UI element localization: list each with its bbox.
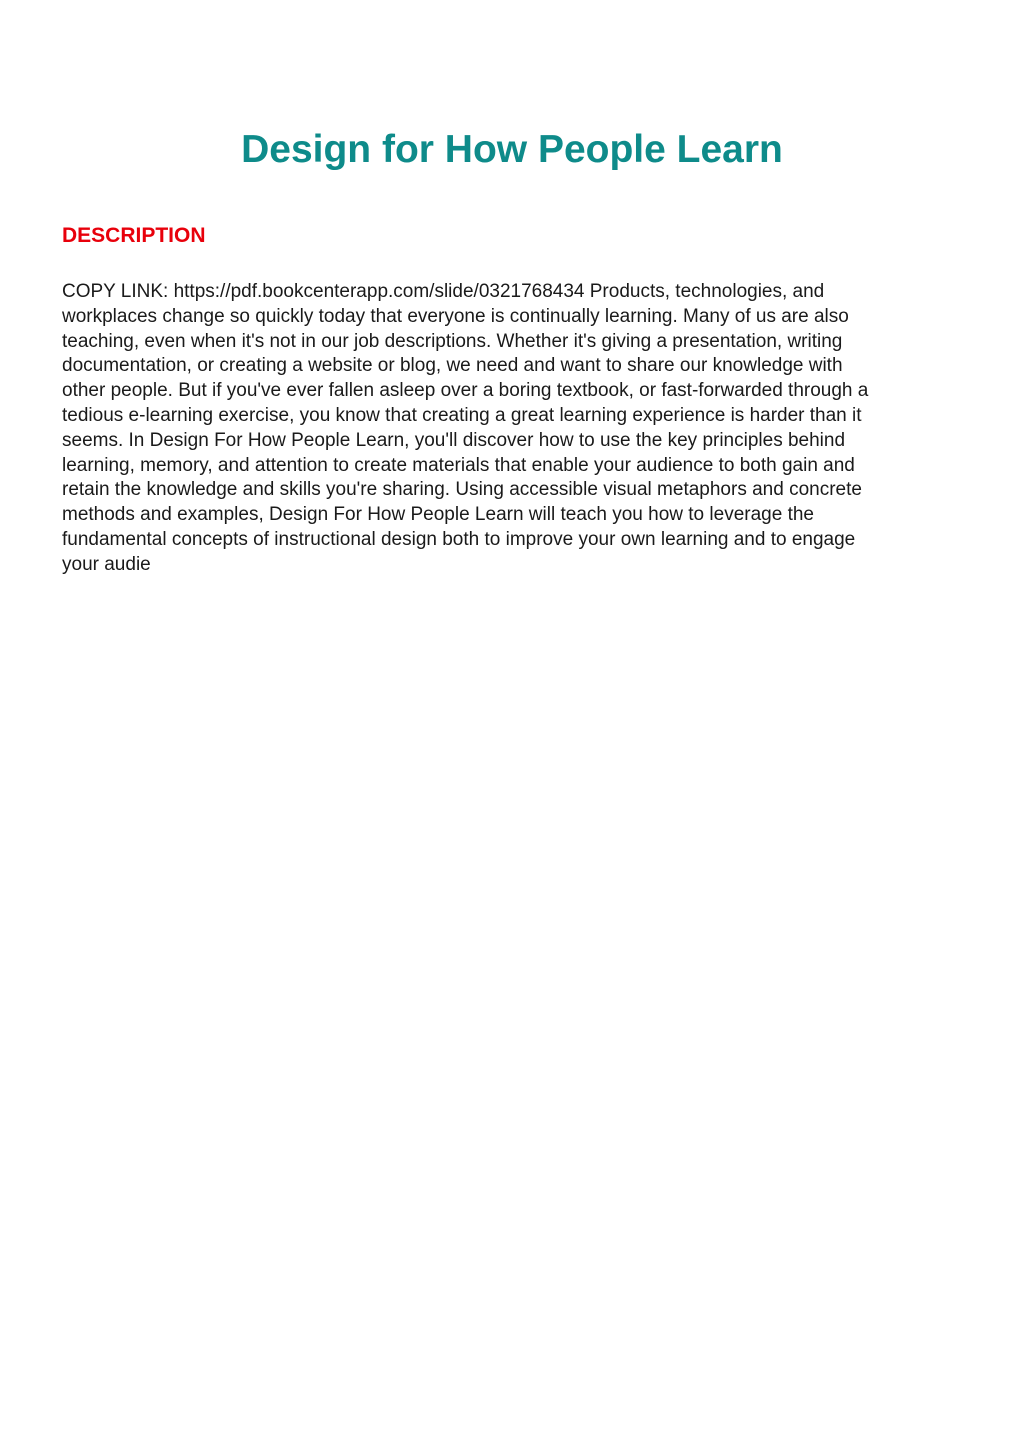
body-line: your audie [62,553,151,575]
body-line: COPY LINK: https://pdf.bookcenterapp.com/slide/0321768434 Products, technologies, and [62,281,825,302]
body-line: learning, memory, and attention to create materials that enable your audience to both gain and [62,454,855,476]
body-line: tedious e-learning exercise, you know that creating a great learning experience is harder than it [62,404,862,426]
document-title: Design for How People Learn [241,128,783,171]
description-body [62,280,962,578]
body-line: methods and examples, Design For How People Learn will teach you how to leverage the [62,504,814,526]
body-line: teaching, even when it's not in our job descriptions. Whether it's giving a presentation, writing [62,330,843,352]
body-line: workplaces change so quickly today that everyone is continually learning. Many of us are also [62,305,849,327]
body-line: other people. But if you've ever fallen asleep over a boring textbook, or fast-forwarded through a [62,380,869,402]
body-line: fundamental concepts of instructional design both to improve your own learning and to engage [62,528,856,550]
description-heading: DESCRIPTION [62,224,206,247]
body-line: documentation, or creating a website or blog, we need and want to share our knowledge with [62,355,843,377]
body-line: retain the knowledge and skills you're sharing. Using accessible visual metaphors and concrete [62,479,862,501]
body-line: seems. In Design For How People Learn, you'll discover how to use the key principles behind [62,429,846,451]
